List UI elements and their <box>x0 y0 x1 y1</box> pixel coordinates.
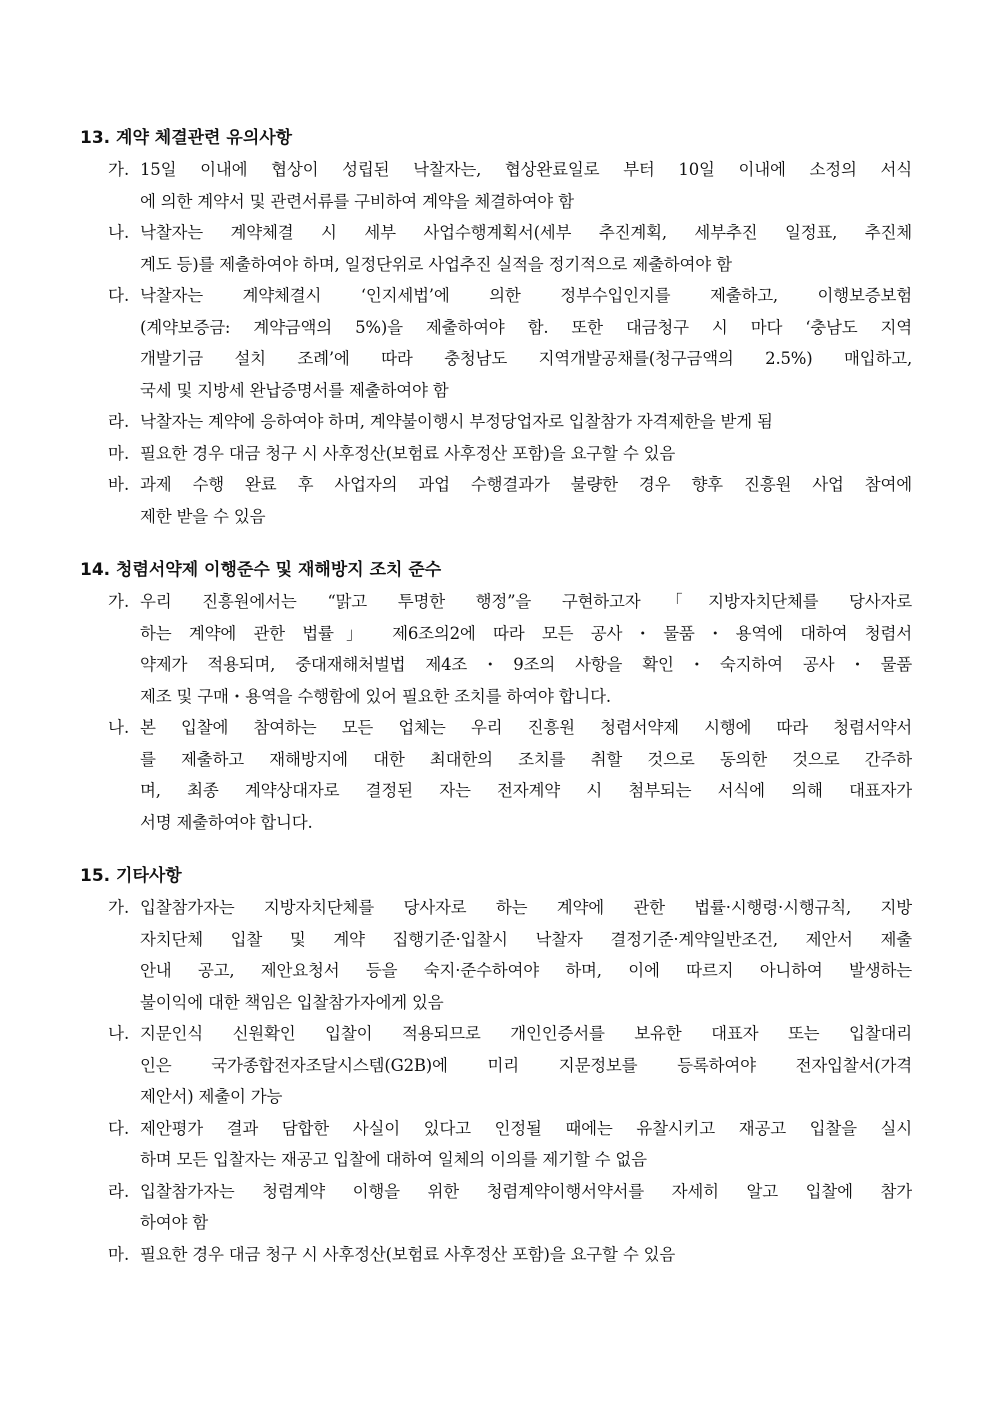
item-text-line: 하는 계약에 관한 법률」 제6조의2에 따라 모든 공사・물품・용역에 대하여 청렴서 <box>140 623 912 643</box>
item-text-line: 제조 및 구매・용역을 수행함에 있어 필요한 조치를 하여야 합니다. <box>140 686 611 706</box>
item-text-line: 국세 및 지방세 완납증명서를 제출하여야 함 <box>140 380 449 400</box>
section-title: 14. 청렴서약제 이행준수 및 재해방지 조치 준수 <box>80 560 442 580</box>
item-text-line: 며, 최종 계약상대자로 결정된 자는 전자계약 시 첨부되는 서식에 의해 대표자가 <box>140 781 912 800</box>
item-marker: 나. <box>108 1024 130 1043</box>
item-text-line: 불이익에 대한 책임은 입찰참가자에게 있음 <box>140 992 444 1012</box>
item-text-line: 제안평가 결과 담합한 사실이 있다고 인정될 때에는 유찰시키고 재공고 입찰을 실시 <box>140 1118 912 1138</box>
item-body <box>140 712 912 838</box>
item-text-line: 를 제출하고 재해방지에 대한 최대한의 조치를 취할 것으로 동의한 것으로 간주하 <box>140 749 912 769</box>
item-marker: 다. <box>108 1118 130 1138</box>
section-title: 13. 계약 체결관련 유의사항 <box>80 128 293 148</box>
item-marker: 라. <box>108 412 130 431</box>
list-item <box>80 1113 912 1176</box>
section-item-list <box>80 586 912 838</box>
list-item <box>80 586 912 712</box>
item-text-line: 필요한 경우 대금 청구 시 사후정산(보험료 사후정산 포함)을 요구할 수 있음 <box>140 443 676 463</box>
section-title: 15. 기타사항 <box>80 866 182 886</box>
item-body <box>140 1113 912 1176</box>
item-text-line: 낙찰자는 계약체결시 ‘인지세법’에 의한 정부수입인지를 제출하고, 이행보증보험 <box>140 286 912 305</box>
document-page <box>80 122 912 1292</box>
item-marker: 나. <box>108 223 130 242</box>
item-text-line: 과제 수행 완료 후 사업자의 과업 수행결과가 불량한 경우 향후 진흥원 사업 참여에 <box>140 475 912 494</box>
list-item <box>80 1018 912 1113</box>
item-text-line: 제한 받을 수 있음 <box>140 506 266 526</box>
item-text-line: 인은 국가종합전자조달시스템(G2B)에 미리 지문정보를 등록하여야 전자입찰서(가격 <box>140 1055 912 1075</box>
item-text-line: 하며 모든 입찰자는 재공고 입찰에 대하여 일체의 이의를 제기할 수 없음 <box>140 1150 647 1169</box>
item-marker: 바. <box>108 475 130 494</box>
list-item <box>80 1239 912 1271</box>
section-13 <box>80 122 912 532</box>
section-item-list <box>80 154 912 532</box>
item-text-line: 낙찰자는 계약체결 시 세부 사업수행계획서(세부 추진계획, 세부추진 일정표, 추진체 <box>140 223 912 242</box>
list-item <box>80 154 912 217</box>
item-text-line: 서명 제출하여야 합니다. <box>140 812 313 832</box>
item-marker: 가. <box>108 898 130 917</box>
item-body <box>140 469 912 532</box>
list-item <box>80 712 912 838</box>
item-marker: 라. <box>108 1181 130 1201</box>
item-text-line: 15일 이내에 협상이 성립된 낙찰자는, 협상완료일로 부터 10일 이내에 소정의 서식 <box>140 160 912 179</box>
item-text-line: 안내 공고, 제안요청서 등을 숙지·준수하여야 하며, 이에 따르지 아니하여 발생하는 <box>140 961 912 980</box>
item-marker: 가. <box>108 160 130 179</box>
item-marker: 마. <box>108 1244 130 1264</box>
list-item <box>80 1176 912 1239</box>
item-text-line: 계도 등)를 제출하여야 하며, 일정단위로 사업추진 실적을 정기적으로 제출하여야 함 <box>140 254 732 274</box>
section-item-list <box>80 892 912 1270</box>
item-text-line: 본 입찰에 참여하는 모든 업체는 우리 진흥원 청렴서약제 시행에 따라 청렴서약서 <box>140 718 912 737</box>
item-marker: 마. <box>108 443 130 463</box>
item-body <box>140 892 912 1018</box>
item-marker: 가. <box>108 592 130 611</box>
item-body <box>140 1018 912 1113</box>
item-body <box>140 1176 912 1239</box>
item-body <box>140 154 912 217</box>
item-text-line: 에 의한 계약서 및 관련서류를 구비하여 계약을 체결하여야 함 <box>140 191 574 211</box>
section-15 <box>80 860 912 1270</box>
list-item <box>80 217 912 280</box>
item-body <box>140 438 912 470</box>
item-text-line: 입찰참가자는 지방자치단체를 당사자로 하는 계약에 관한 법률·시행령·시행규칙, 지방 <box>140 898 912 917</box>
item-marker: 다. <box>108 286 130 305</box>
item-body <box>140 586 912 712</box>
list-item <box>80 406 912 438</box>
item-marker: 나. <box>108 718 130 737</box>
item-text-line: 하여야 함 <box>140 1213 209 1232</box>
item-text-line: 우리 진흥원에서는 “맑고 투명한 행정”을 구현하고자「지방자치단체를 당사자로 <box>140 592 912 611</box>
item-text-line: 낙찰자는 계약에 응하여야 하며, 계약불이행시 부정당업자로 입찰참가 자격제한을 받게 됨 <box>140 412 773 431</box>
list-item <box>80 469 912 532</box>
section-14 <box>80 554 912 838</box>
item-body <box>140 406 912 438</box>
item-text-line: 제안서) 제출이 가능 <box>140 1087 283 1106</box>
item-text-line: 약제가 적용되며, 중대재해처벌법 제4조・9조의 사항을 확인・숙지하여 공사・물품 <box>140 655 912 674</box>
item-body <box>140 1239 912 1271</box>
list-item <box>80 438 912 470</box>
list-item <box>80 892 912 1018</box>
item-text-line: 지문인식 신원확인 입찰이 적용되므로 개인인증서를 보유한 대표자 또는 입찰대리 <box>140 1024 912 1043</box>
list-item <box>80 280 912 406</box>
item-body <box>140 280 912 406</box>
item-body <box>140 217 912 280</box>
item-text-line: 필요한 경우 대금 청구 시 사후정산(보험료 사후정산 포함)을 요구할 수 있음 <box>140 1244 676 1264</box>
item-text-line: (계약보증금: 계약금액의 5%)을 제출하여야 함. 또한 대금청구 시 마다 ‘충남도 지역 <box>140 317 912 337</box>
item-text-line: 개발기금 설치 조례’에 따라 충청남도 지역개발공채를(청구금액의 2.5%) 매입하고, <box>140 349 912 368</box>
item-text-line: 자치단체 입찰 및 계약 집행기준·입찰시 낙찰자 결정기준·계약일반조건, 제안서 제출 <box>140 929 912 949</box>
item-text-line: 입찰참가자는 청렴계약 이행을 위한 청렴계약이행서약서를 자세히 알고 입찰에 참가 <box>140 1181 912 1201</box>
